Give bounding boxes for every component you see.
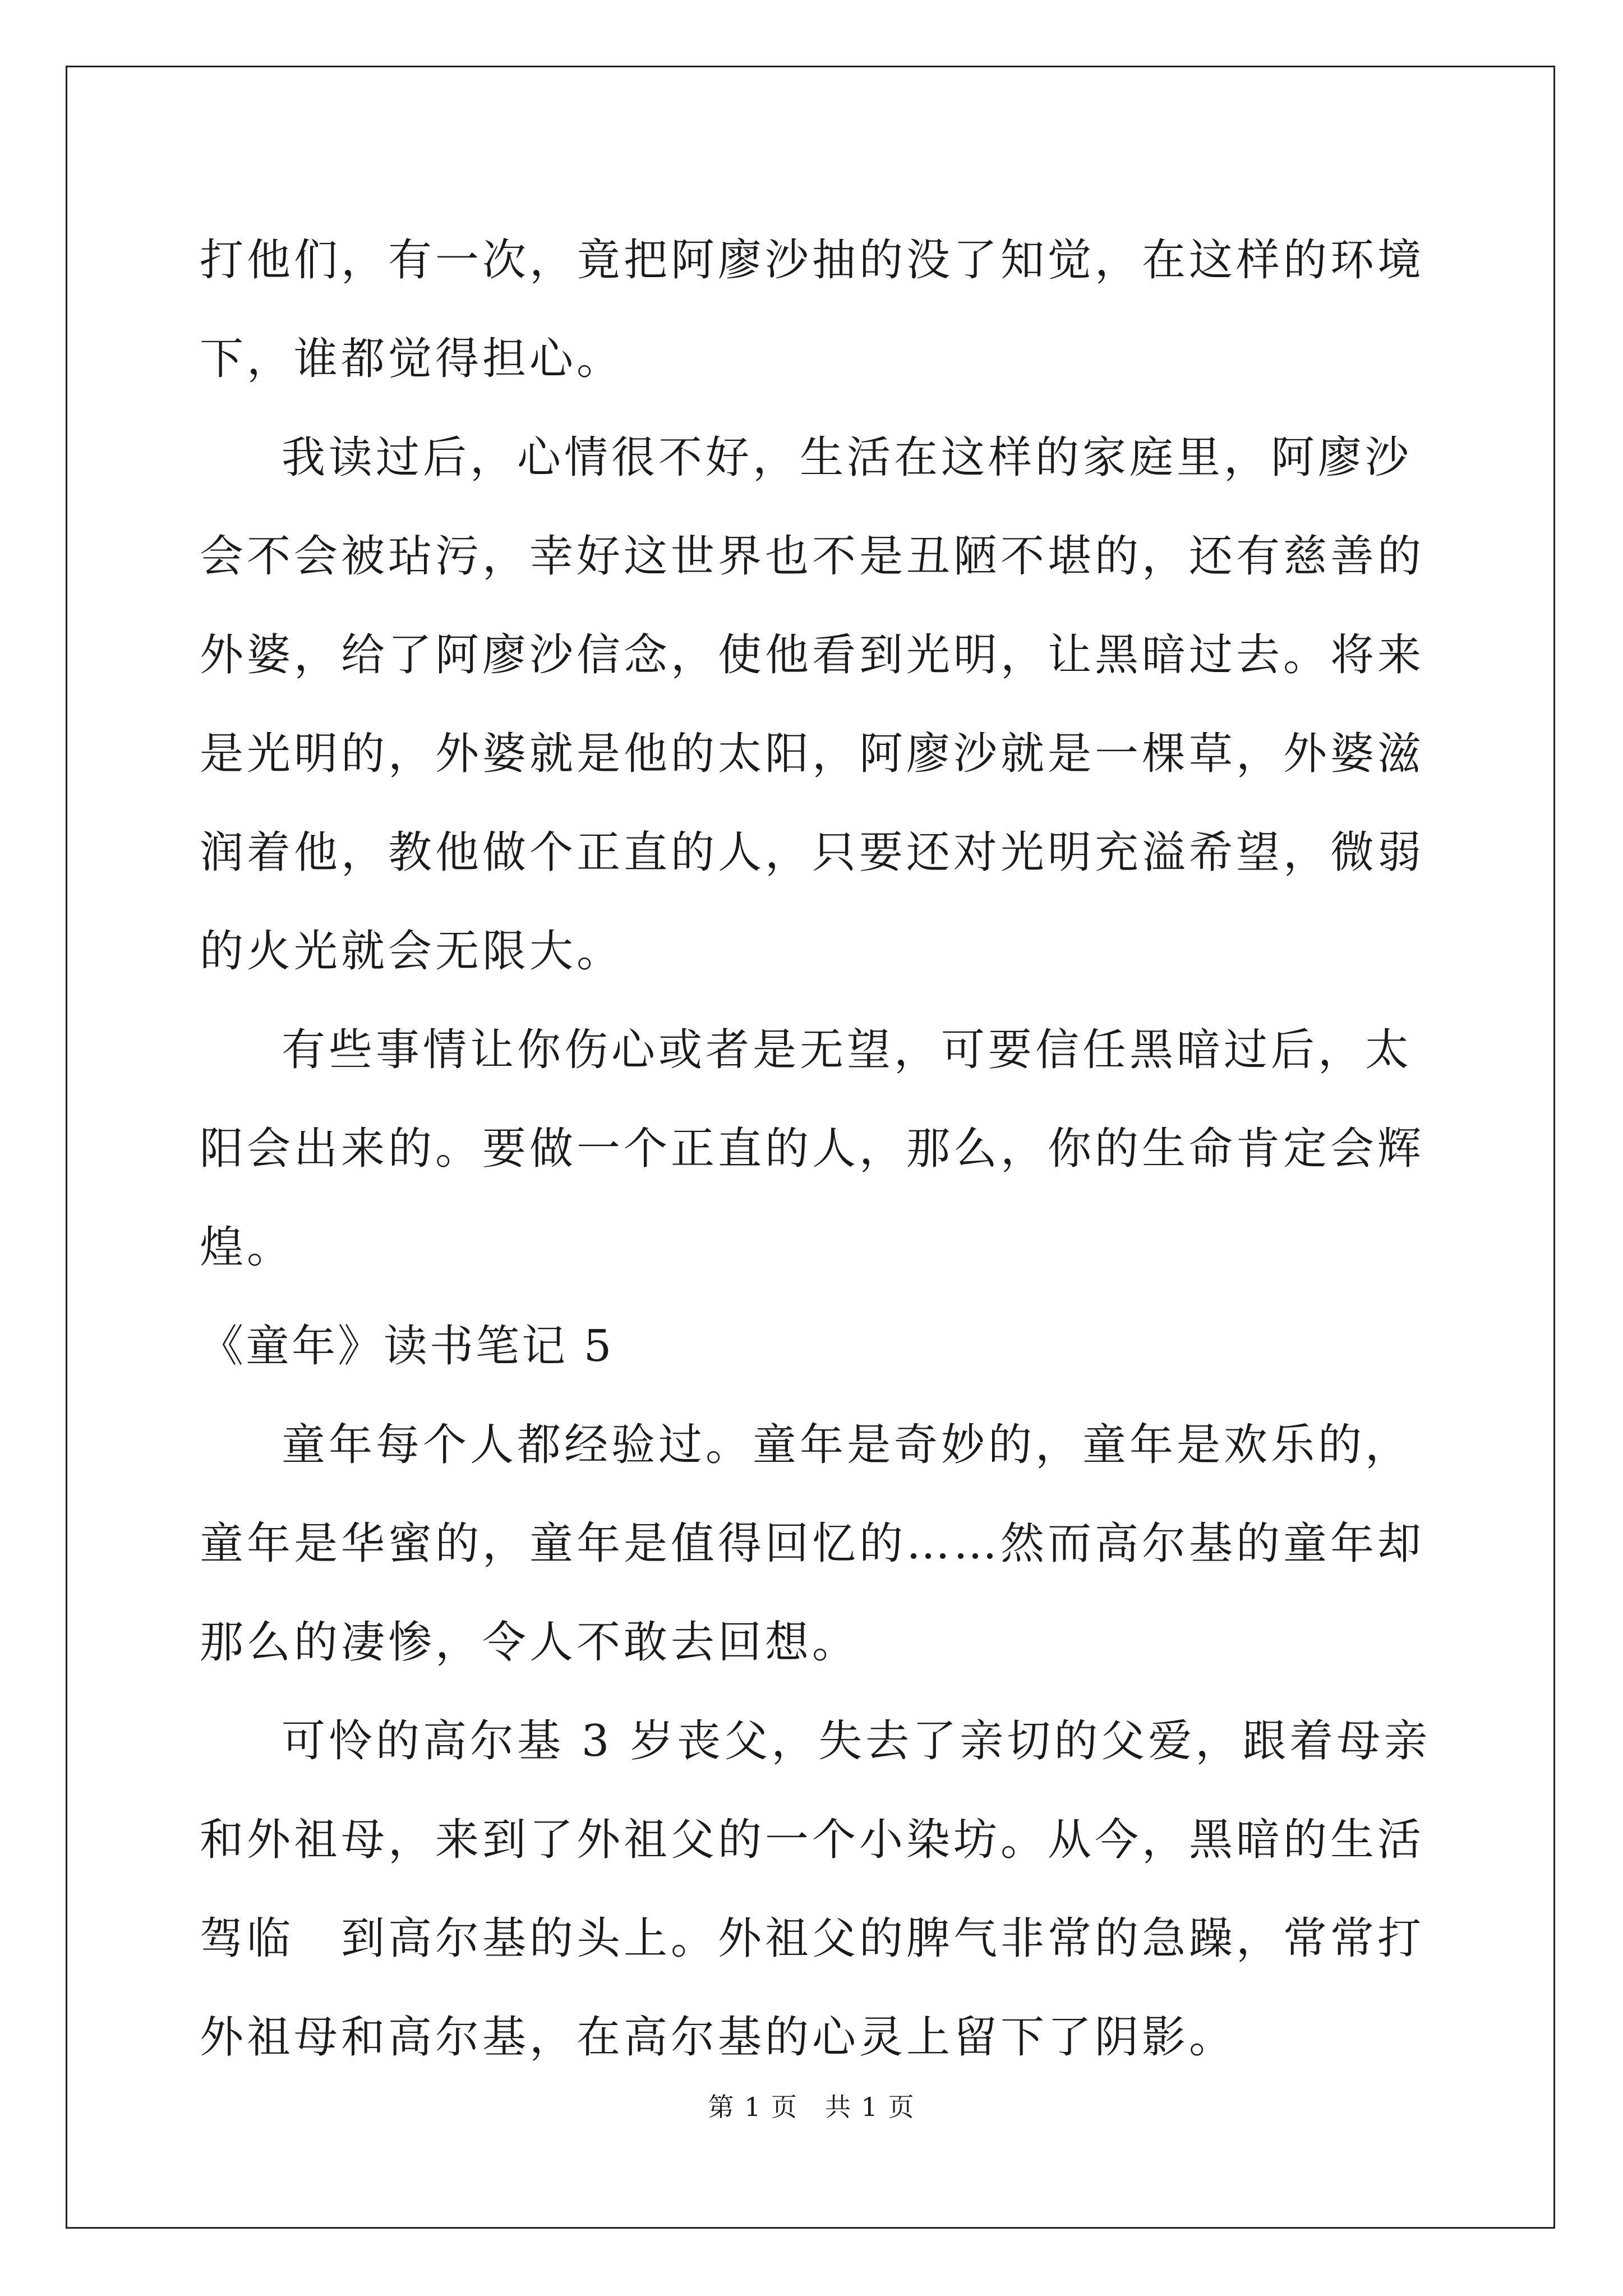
paragraph-continuation: 打他们，有一次，竟把阿廖沙抽的没了知觉，在这样的环境下，谁都觉得担心。	[200, 235, 1425, 384]
paragraph: 可怜的高尔基 3 岁丧父，失去了亲切的父爱，跟着母亲和外祖母，来到了外祖父的一个小染坊。从今，黑暗的生活驾临 到高尔基的头上。外祖父的脾气非常的急躁，常常打外祖母和高尔基，在高尔基的心灵上留下了阴影。	[200, 1716, 1431, 2063]
document-body	[200, 211, 1433, 2087]
paragraph: 我读过后，心情很不好，生活在这样的家庭里，阿廖沙会不会被玷污，幸好这世界也不是丑陋不堪的，还有慈善的外婆，给了阿廖沙信念，使他看到光明，让黑暗过去。将来是光明的，外婆就是他的太阳，阿廖沙就是一棵草，外婆滋润着他，教他做个正直的人，只要还对光明充溢希望，微弱的火光就会无限大。	[200, 432, 1425, 977]
paragraph: 童年每个人都经验过。童年是奇妙的，童年是欢乐的，童年是华蜜的，童年是值得回忆的……然而高尔基的童年却那么的凄惨，令人不敢去回想。	[200, 1420, 1425, 1668]
paragraph: 有些事情让你伤心或者是无望，可要信任黑暗过后，太阳会出来的。要做一个正直的人，那么，你的生命肯定会辉煌。	[200, 1025, 1425, 1273]
section-heading: 《童年》读书笔记 5	[200, 1321, 614, 1372]
page-footer: 第 1 页 共 1 页	[708, 2092, 915, 2122]
